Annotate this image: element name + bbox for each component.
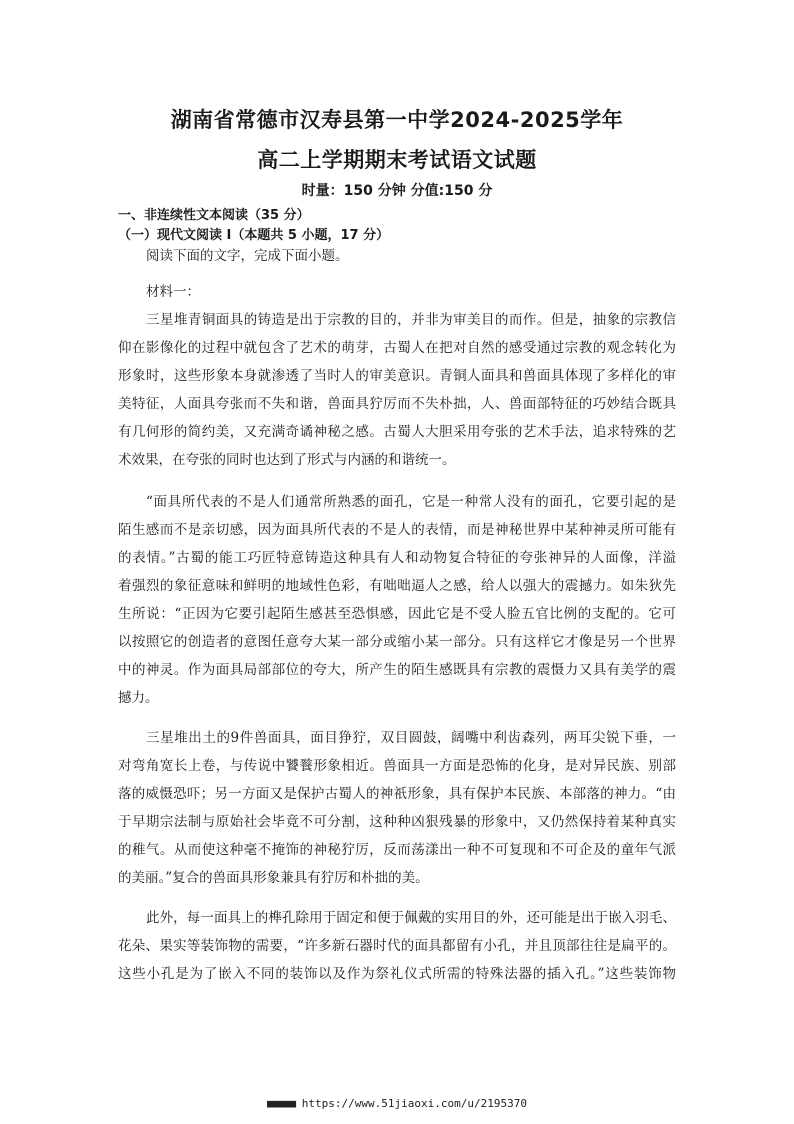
passage-line: 此外，每一面具上的榫孔除用于固定和便于佩戴的实用目的外，还可能是出于嵌入羽毛、: [146, 910, 676, 926]
passage-line: 术效果，在夸张的同时也达到了形式与内涵的和谐统一。: [118, 452, 456, 468]
passage-line: 三星堆出土的9件兽面具，面目狰狞，双目圆鼓，阔嘴中利齿森列，两耳尖锐下垂，一: [146, 730, 676, 746]
passage-line: 花朵、果实等装饰物的需要，“许多新石器时代的面具都留有小孔，并且顶部往往是扁平的。: [118, 938, 676, 954]
footer-mark: ■■■■■: [267, 1097, 296, 1110]
exam-title-line1: 湖南省常德市汉寿县第一中学2024-2025学年: [170, 108, 624, 132]
passage-line: 落的威慑恐吓；另一方面又是保护古蜀人的神祇形象，具有保护本民族、本部落的神力。“由: [118, 786, 676, 802]
passage-line: 中的神灵。作为面具局部部位的夸大，所产生的陌生感既具有宗教的震慑力又具有美学的震: [118, 662, 676, 678]
passage-line: 的稚气。从而使这种毫不掩饰的神秘狞厉，反而荡漾出一种不可复现和不可企及的童年气派: [118, 842, 676, 858]
passage-line: 这些小孔是为了嵌入不同的装饰以及作为祭礼仪式所需的特殊法器的插入孔。”这些装饰物: [118, 966, 676, 982]
passage-line: 于早期宗法制与原始社会毕竟不可分割，这种种凶狠残暴的形象中，又仍然保持着某种真实: [118, 814, 676, 830]
passage-line: 生所说：“正因为它要引起陌生感甚至恐惧感，因此它是不受人脸五官比例的支配的。它可: [118, 606, 676, 622]
passage-line: 美特征，人面具夸张而不失和谐，兽面具狞厉而不失朴拙，人、兽面部特征的巧妙结合既具: [118, 396, 676, 412]
section-heading: 一、非连续性文本阅读（35 分）: [118, 208, 310, 223]
subsection-heading: （一）现代文阅读 I（本题共 5 小题，17 分）: [118, 228, 390, 243]
passage-line: 仰在影像化的过程中就包含了艺术的萌芽，古蜀人在把对自然的感受通过宗教的观念转化为: [118, 340, 676, 356]
passage-line: 着强烈的象征意味和鲜明的地域性色彩，有咄咄逼人之感，给人以强大的震撼力。如朱狄先: [118, 578, 676, 594]
passage-line: 撼力。: [118, 690, 159, 706]
passage-line: 有几何形的简约美，又充满奇谲神秘之感。古蜀人大胆采用夸张的艺术手法，追求特殊的艺: [118, 424, 676, 440]
exam-time-score: 时量：150 分钟 分值:150 分: [301, 183, 493, 199]
passage-line: 形象时，这些形象本身就渗透了当时人的审美意识。青铜人面具和兽面具体现了多样化的审: [118, 368, 676, 384]
exam-title-line2: 高二上学期期末考试语文试题: [257, 148, 537, 172]
passage-line: 阅读下面的文字，完成下面小题。: [146, 248, 349, 264]
passage-line: 对弯角宽长上卷，与传说中饕餮形象相近。兽面具一方面是恐怖的化身，是对异民族、别部: [118, 758, 676, 774]
passage-line: 的表情。”古蜀的能工巧匠特意铸造这种具有人和动物复合特征的夸张神异的人面像，洋溢: [118, 550, 676, 566]
passage-line: “面具所代表的不是人们通常所熟悉的面孔，它是一种常人没有的面孔，它要引起的是: [146, 494, 676, 510]
passage-line: 三星堆青铜面具的铸造是出于宗教的目的，并非为审美目的而作。但是，抽象的宗教信: [146, 312, 676, 328]
passage-line: 的美丽。”复合的兽面具形象兼具有狞厉和朴拙的美。: [118, 870, 429, 886]
passage-line: 陌生感而不是亲切感，因为面具所代表的不是人的表情，而是神秘世界中某种神灵所可能有: [118, 522, 676, 538]
passage-line: 材料一：: [146, 284, 200, 300]
page-footer: [0, 1097, 794, 1110]
footer-url[interactable]: https://www.51jiaoxi.com/u/2195370: [301, 1097, 527, 1110]
passage-line: 以按照它的创造者的意图任意夸大某一部分或缩小某一部分。只有这样它才像是另一个世界: [118, 634, 676, 650]
